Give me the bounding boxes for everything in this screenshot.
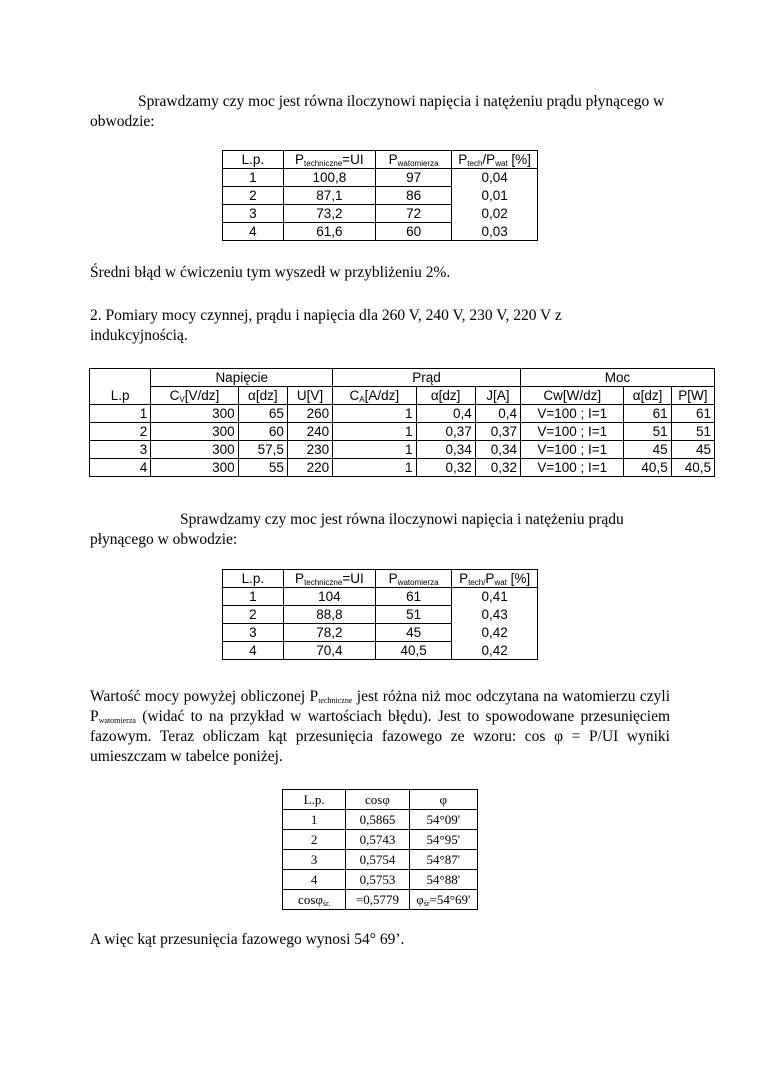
header-cw: Cw[W/dz] — [521, 387, 624, 405]
cell-pwat: 86 — [376, 187, 452, 205]
cell-cv: 300 — [151, 441, 238, 459]
cell-ratio: 0,04 — [452, 169, 538, 187]
cell-lp: 2 — [90, 423, 151, 441]
cell-lp: 2 — [283, 830, 346, 850]
cell-pwat: 97 — [376, 169, 452, 187]
table-subheader-row — [90, 387, 715, 405]
error-note: Średni błąd w ćwiczeniu tym wyszedł w przybliżeniu 2%. — [90, 264, 451, 281]
cell-lp: 3 — [283, 850, 346, 870]
cell-j: 0,34 — [475, 441, 520, 459]
header-u: U[V] — [287, 387, 332, 405]
explanation-paragraph: Wartość mocy powyżej obliczonej $P_{techniczne}$ jest różna niż moc odczytana na watomierzu czyli $P_{watomierza}$ (widać to na przykład w wartościach błędu). Jest to spowodowane przesunięciem fazowym. Teraz obliczam kąt przesunięcia fazowego ze wzoru: cos φ = P/UI wyniki umieszczam w tabelce poniżej. — [90, 688, 671, 765]
cell-ratio: 0,43 — [452, 606, 538, 624]
cell-pwat: 51 — [376, 606, 452, 624]
header-lp: L.p. — [223, 151, 284, 169]
header-ratio: $P_{tech/}P_{wat}$ [%] — [452, 570, 538, 588]
cell-phi: 54°88' — [409, 870, 477, 890]
cell-phi: 54°87' — [409, 850, 477, 870]
cell-cosphi: 0,5743 — [346, 830, 409, 850]
header-alpha-v: α[dz] — [238, 387, 287, 405]
cell-cv: 300 — [151, 405, 238, 423]
cell-lp: 1 — [283, 810, 346, 830]
cell-phi: 54°95' — [409, 830, 477, 850]
cell-alpha-a: 0,34 — [416, 441, 475, 459]
intro-paragraph-1: Sprawdzamy czy moc jest równa iloczynowi napięcia i natężeniu prądu płynącego w obwodzie: — [90, 93, 665, 130]
cell-phi-avg: $\varphi_{śr}=54^\circ 69'$ — [409, 890, 477, 910]
cell-cos-avg-label: cosφ$_{śr.}$ — [283, 890, 346, 910]
cell-ptech: 87,1 — [283, 187, 375, 205]
cell-j: 0,4 — [475, 405, 520, 423]
table-row — [223, 588, 538, 606]
cell-u: 240 — [287, 423, 332, 441]
cell-cosphi: 0,5865 — [346, 810, 409, 830]
header-prad: Prąd — [333, 369, 521, 387]
table-row — [223, 606, 538, 624]
header-ptech: $P_{techniczne}=UI$ — [283, 570, 375, 588]
cell-lp: 1 — [223, 588, 284, 606]
cell-ratio: 0,01 — [452, 187, 538, 205]
cell-cw: V=100 ; I=1 — [521, 441, 624, 459]
cell-u: 220 — [287, 459, 332, 477]
table-header-row — [283, 790, 478, 810]
phase-angle-table — [282, 789, 478, 910]
header-cv: $C_V[V/dz]$ — [151, 387, 238, 405]
table-row — [223, 187, 538, 205]
header-alpha-a: α[dz] — [416, 387, 475, 405]
cell-ratio: 0,41 — [452, 588, 538, 606]
cell-p: 51 — [671, 423, 714, 441]
cell-ptech: 73,2 — [283, 205, 375, 223]
cell-u: 260 — [287, 405, 332, 423]
table-summary-row — [283, 890, 478, 910]
cell-lp: 4 — [283, 870, 346, 890]
cell-alpha-v: 60 — [238, 423, 287, 441]
table-row — [90, 423, 715, 441]
table-row — [90, 459, 715, 477]
cell-lp: 4 — [90, 459, 151, 477]
cell-pwat: 40,5 — [376, 642, 452, 660]
cell-alpha-a: 0,37 — [416, 423, 475, 441]
table-row — [223, 624, 538, 642]
cell-cv: 300 — [151, 423, 238, 441]
cell-cv: 300 — [151, 459, 238, 477]
measurements-table — [89, 368, 715, 477]
cell-alpha-v: 65 — [238, 405, 287, 423]
cell-ca: 1 — [333, 441, 416, 459]
cell-pwat: 60 — [376, 223, 452, 241]
header-ptech: $P_{techniczne}=UI$ — [283, 151, 375, 169]
cell-ratio: 0,42 — [452, 624, 538, 642]
cell-ptech: 61,6 — [283, 223, 375, 241]
cell-lp: 1 — [223, 169, 284, 187]
cell-lp: 3 — [90, 441, 151, 459]
cell-pwat: 72 — [376, 205, 452, 223]
header-ratio: $P_{tech}/P_{wat}$ [%] — [452, 151, 538, 169]
cell-alpha-w: 40,5 — [624, 459, 671, 477]
table-row — [283, 870, 478, 890]
header-j: J[A] — [475, 387, 520, 405]
cell-alpha-w: 45 — [624, 441, 671, 459]
cell-cosphi: 0,5754 — [346, 850, 409, 870]
cell-lp: 4 — [223, 223, 284, 241]
table-header-row — [223, 151, 538, 169]
cell-ptech: 104 — [283, 588, 375, 606]
cell-ptech: 100,8 — [283, 169, 375, 187]
cell-ca: 1 — [333, 423, 416, 441]
header-pwat: $P_{watomierza}$ — [376, 151, 452, 169]
table-row — [223, 205, 538, 223]
cell-lp: 3 — [223, 205, 284, 223]
section-2-heading: 2. Pomiary mocy czynnej, prądu i napięcia dla 260 V, 240 V, 230 V, 220 V z indukcyjnością. — [90, 307, 562, 344]
cell-ca: 1 — [333, 405, 416, 423]
cell-j: 0,37 — [475, 423, 520, 441]
cell-alpha-v: 57,5 — [238, 441, 287, 459]
cell-phi: 54°09' — [409, 810, 477, 830]
table-row — [283, 850, 478, 870]
cell-alpha-a: 0,32 — [416, 459, 475, 477]
cell-lp: 2 — [223, 187, 284, 205]
cell-ratio: 0,42 — [452, 642, 538, 660]
cell-cos-avg-value: =0,5779 — [346, 890, 409, 910]
cell-j: 0,32 — [475, 459, 520, 477]
header-cosphi: cosφ — [346, 790, 409, 810]
cell-lp: 3 — [223, 624, 284, 642]
table-row — [90, 441, 715, 459]
header-alpha-w: α[dz] — [624, 387, 671, 405]
header-ca: $C_A[A/dz]$ — [333, 387, 416, 405]
cell-p: 45 — [671, 441, 714, 459]
cell-pwat: 61 — [376, 588, 452, 606]
cell-pwat: 45 — [376, 624, 452, 642]
cell-alpha-w: 61 — [624, 405, 671, 423]
cell-ca: 1 — [333, 459, 416, 477]
header-blank — [90, 369, 151, 387]
header-moc: Moc — [521, 369, 715, 387]
header-phi: φ — [409, 790, 477, 810]
header-napiecie: Napięcie — [151, 369, 333, 387]
cell-alpha-v: 55 — [238, 459, 287, 477]
table-row — [223, 223, 538, 241]
header-lp: L.p. — [283, 790, 346, 810]
table-row — [223, 169, 538, 187]
cell-ptech: 78,2 — [283, 624, 375, 642]
header-lp: L.p — [90, 387, 151, 405]
table-header-row — [223, 570, 538, 588]
cell-p: 61 — [671, 405, 714, 423]
cell-p: 40,5 — [671, 459, 714, 477]
table-row — [283, 810, 478, 830]
cell-lp: 1 — [90, 405, 151, 423]
cell-alpha-w: 51 — [624, 423, 671, 441]
cell-cw: V=100 ; I=1 — [521, 459, 624, 477]
header-lp: L.p. — [223, 570, 284, 588]
header-p: P[W] — [671, 387, 714, 405]
header-pwat: $P_{watomierza}$ — [376, 570, 452, 588]
cell-ratio: 0,02 — [452, 205, 538, 223]
cell-ptech: 88,8 — [283, 606, 375, 624]
conclusion: A więc kąt przesunięcia fazowego wynosi 54° 69’. — [90, 931, 405, 948]
cell-cosphi: 0,5753 — [346, 870, 409, 890]
cell-ptech: 70,4 — [283, 642, 375, 660]
table-row — [283, 830, 478, 850]
cell-alpha-a: 0,4 — [416, 405, 475, 423]
intro-paragraph-2: Sprawdzamy czy moc jest równa iloczynowi napięcia i natężeniu prądu płynącego w obwodzie: — [90, 511, 624, 548]
table-group-header-row — [90, 369, 715, 387]
power-check-table-2 — [222, 569, 538, 660]
cell-ratio: 0,03 — [452, 223, 538, 241]
table-row — [90, 405, 715, 423]
cell-cw: V=100 ; I=1 — [521, 405, 624, 423]
power-check-table-1 — [222, 150, 538, 241]
cell-u: 230 — [287, 441, 332, 459]
cell-cw: V=100 ; I=1 — [521, 423, 624, 441]
cell-lp: 2 — [223, 606, 284, 624]
cell-lp: 4 — [223, 642, 284, 660]
table-row — [223, 642, 538, 660]
